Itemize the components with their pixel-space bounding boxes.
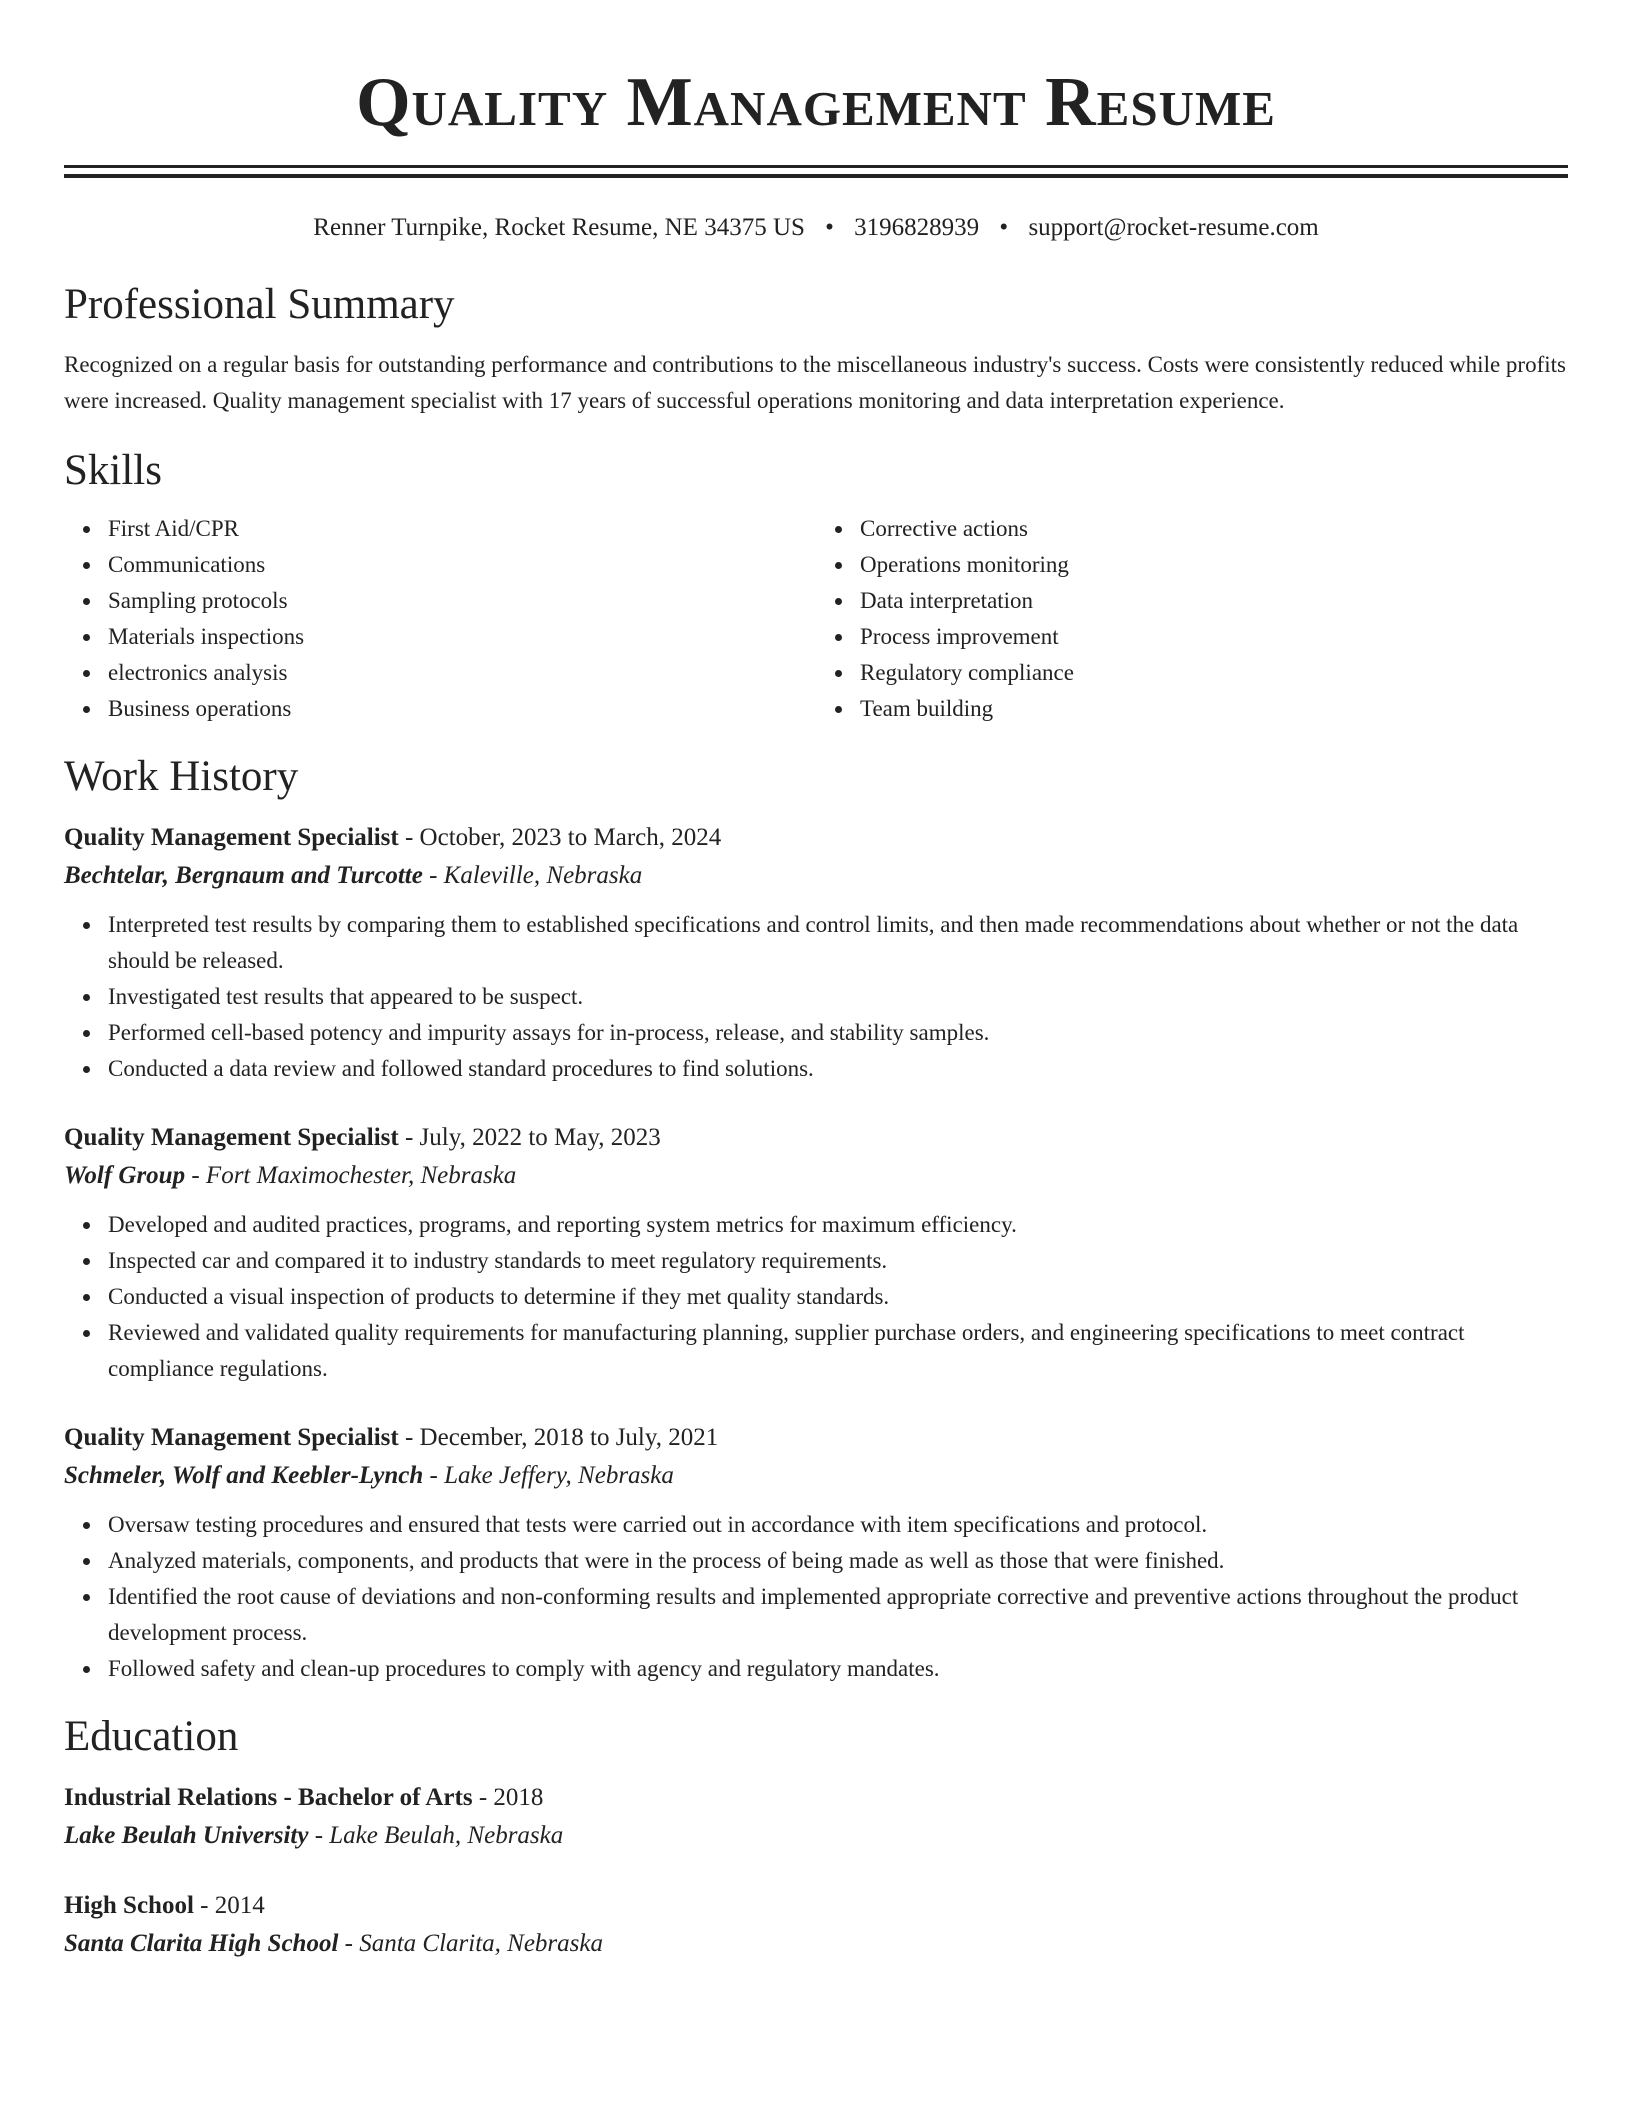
job-entry bbox=[64, 1119, 1568, 1387]
skill-item: Operations monitoring bbox=[860, 547, 1568, 583]
education-section bbox=[64, 1709, 1568, 1963]
job-company-line bbox=[64, 1457, 1568, 1495]
skill-item: Process improvement bbox=[860, 619, 1568, 655]
degree-line bbox=[64, 1887, 1568, 1925]
skill-item: Communications bbox=[108, 547, 816, 583]
job-dates: - July, 2022 to May, 2023 bbox=[398, 1124, 661, 1151]
job-title: Quality Management Specialist bbox=[64, 1424, 399, 1451]
job-title: Quality Management Specialist bbox=[64, 1124, 399, 1151]
job-location: - Fort Maximochester, Nebraska bbox=[185, 1162, 517, 1189]
skill-item: Team building bbox=[860, 691, 1568, 727]
school-name: Lake Beulah University bbox=[64, 1822, 309, 1849]
job-title-line bbox=[64, 1419, 1568, 1457]
job-bullet: Conducted a data review and followed standard procedures to find solutions. bbox=[108, 1051, 1568, 1087]
school-location: - Lake Beulah, Nebraska bbox=[308, 1822, 564, 1849]
school-line bbox=[64, 1817, 1568, 1855]
job-bullet: Identified the root cause of deviations and non-conforming results and implemented appropriate corrective and preventive actions throughout the product development process. bbox=[108, 1579, 1568, 1651]
graduation-year: - 2014 bbox=[193, 1892, 265, 1919]
school-line bbox=[64, 1925, 1568, 1963]
skills-section bbox=[64, 443, 1568, 727]
title-divider-thick bbox=[64, 174, 1568, 178]
job-location: - Lake Jeffery, Nebraska bbox=[423, 1462, 674, 1489]
job-company-line bbox=[64, 857, 1568, 895]
job-bullet: Inspected car and compared it to industry standards to meet regulatory requirements. bbox=[108, 1243, 1568, 1279]
degree: High School bbox=[64, 1892, 194, 1919]
job-company: Schmeler, Wolf and Keebler-Lynch bbox=[64, 1462, 424, 1489]
job-title-line bbox=[64, 1119, 1568, 1157]
job-dates: - December, 2018 to July, 2021 bbox=[398, 1424, 719, 1451]
job-bullet: Performed cell-based potency and impurity assays for in-process, release, and stability samples. bbox=[108, 1015, 1568, 1051]
contact-separator: • bbox=[825, 214, 834, 241]
work-history-section bbox=[64, 749, 1568, 1687]
job-bullet: Analyzed materials, components, and products that were in the process of being made as well as those that were finished. bbox=[108, 1543, 1568, 1579]
summary-heading: Professional Summary bbox=[64, 281, 455, 328]
job-company: Bechtelar, Bergnaum and Turcotte bbox=[64, 862, 423, 889]
job-company: Wolf Group bbox=[64, 1162, 186, 1189]
job-bullet: Followed safety and clean-up procedures to comply with agency and regulatory mandates. bbox=[108, 1651, 1568, 1687]
contact-phone[interactable]: 3196828939 bbox=[854, 214, 980, 241]
work-history-heading: Work History bbox=[64, 753, 299, 800]
degree-line bbox=[64, 1779, 1568, 1817]
job-dates: - October, 2023 to March, 2024 bbox=[398, 824, 722, 851]
job-bullet: Developed and audited practices, programs, and reporting system metrics for maximum efficiency. bbox=[108, 1207, 1568, 1243]
skill-item: First Aid/CPR bbox=[108, 511, 816, 547]
job-bullet: Conducted a visual inspection of products to determine if they met quality standards. bbox=[108, 1279, 1568, 1315]
school-location: - Santa Clarita, Nebraska bbox=[338, 1930, 603, 1957]
school-name: Santa Clarita High School bbox=[64, 1930, 339, 1957]
job-title-line bbox=[64, 819, 1568, 857]
education-entry bbox=[64, 1779, 1568, 1855]
skill-item: electronics analysis bbox=[108, 655, 816, 691]
job-location: - Kaleville, Nebraska bbox=[422, 862, 643, 889]
contact-email[interactable]: support@rocket-resume.com bbox=[1028, 214, 1319, 241]
job-bullets bbox=[64, 907, 1568, 1087]
skill-item: Materials inspections bbox=[108, 619, 816, 655]
education-heading: Education bbox=[64, 1713, 239, 1760]
summary-section bbox=[64, 277, 1568, 419]
job-title: Quality Management Specialist bbox=[64, 824, 399, 851]
job-bullets bbox=[64, 1207, 1568, 1387]
skill-item: Business operations bbox=[108, 691, 816, 727]
job-bullet: Oversaw testing procedures and ensured that tests were carried out in accordance with item specifications and protocol. bbox=[108, 1507, 1568, 1543]
contact-separator: • bbox=[999, 214, 1009, 241]
skills-heading: Skills bbox=[64, 447, 162, 494]
degree: Industrial Relations - Bachelor of Arts bbox=[64, 1784, 473, 1811]
job-entry bbox=[64, 1419, 1568, 1687]
title-divider-thin bbox=[64, 165, 1568, 168]
job-bullet: Reviewed and validated quality requirements for manufacturing planning, supplier purchase orders, and engineering specifications to meet contract compliance regulations. bbox=[108, 1315, 1568, 1387]
contact-line bbox=[64, 211, 1568, 245]
job-bullets bbox=[64, 1507, 1568, 1687]
resume-title: Quality Management Resume bbox=[356, 64, 1276, 141]
skill-item: Sampling protocols bbox=[108, 583, 816, 619]
skills-columns bbox=[64, 511, 1568, 727]
skills-list-right bbox=[816, 511, 1568, 727]
summary-text: Recognized on a regular basis for outstanding performance and contributions to the miscellaneous industry's success. Costs were consistently reduced while profits were increased. Quality management specialist with 17 years of successful operations monitoring and data interpretation experience. bbox=[64, 352, 1566, 413]
job-entry bbox=[64, 819, 1568, 1087]
education-entry bbox=[64, 1887, 1568, 1963]
skill-item: Regulatory compliance bbox=[860, 655, 1568, 691]
job-bullet: Investigated test results that appeared to be suspect. bbox=[108, 979, 1568, 1015]
graduation-year: - 2018 bbox=[472, 1784, 544, 1811]
job-bullet: Interpreted test results by comparing them to established specifications and control limits, and then made recommendations about whether or not the data should be released. bbox=[108, 907, 1568, 979]
contact-address: Renner Turnpike, Rocket Resume, NE 34375 US bbox=[313, 214, 805, 241]
skills-list-left bbox=[64, 511, 816, 727]
job-company-line bbox=[64, 1157, 1568, 1195]
skill-item: Data interpretation bbox=[860, 583, 1568, 619]
skill-item: Corrective actions bbox=[860, 511, 1568, 547]
